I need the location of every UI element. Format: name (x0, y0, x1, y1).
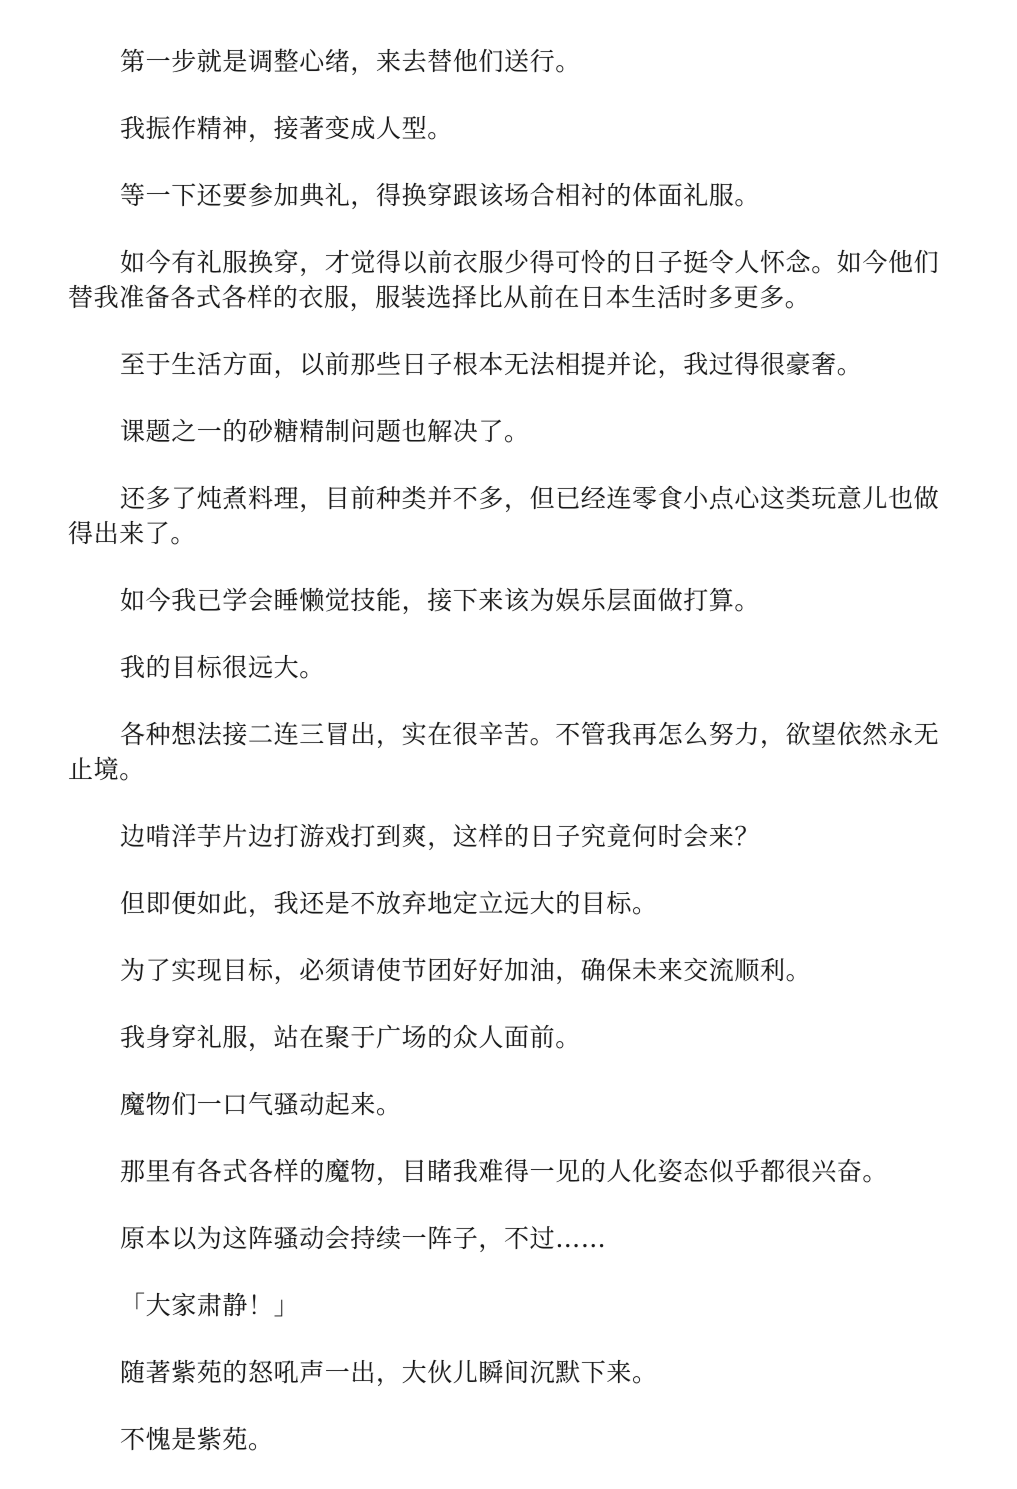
paragraph-16: 那里有各式各样的魔物，目睹我难得一见的人化姿态似乎都很兴奋。 (120, 1157, 889, 1186)
paragraph-9: 我的目标很远大。 (120, 653, 325, 682)
paragraph-6: 课题之一的砂糖精制问题也解决了。 (120, 417, 530, 446)
paragraph-10: 各种想法接二连三冒出，实在很辛苦。不管我再怎么努力，欲望依然永无止境。 (68, 720, 940, 784)
paragraph-5: 至于生活方面，以前那些日子根本无法相提并论，我过得很豪奢。 (120, 350, 863, 379)
paragraph-4: 如今有礼服换穿，才觉得以前衣服少得可怜的日子挺令人怀念。如今他们替我准备各式各样的衣服，服装选择比从前在日本生活时多更多。 (68, 248, 940, 312)
paragraph-8: 如今我已学会睡懒觉技能，接下来该为娱乐层面做打算。 (120, 586, 761, 615)
paragraph-2: 我振作精神，接著变成人型。 (120, 114, 453, 143)
paragraph-19: 随著紫苑的怒吼声一出，大伙儿瞬间沉默下来。 (120, 1358, 658, 1387)
paragraph-15: 魔物们一口气骚动起来。 (120, 1090, 402, 1119)
text-body (68, 44, 948, 1489)
paragraph-13: 为了实现目标，必须请使节团好好加油，确保未来交流顺利。 (120, 956, 812, 985)
paragraph-11: 边啃洋芋片边打游戏打到爽，这样的日子究竟何时会来？ (120, 822, 761, 851)
paragraph-1: 第一步就是调整心绪，来去替他们送行。 (120, 47, 581, 76)
paragraph-14: 我身穿礼服，站在聚于广场的众人面前。 (120, 1023, 581, 1052)
paragraph-12: 但即便如此，我还是不放弃地定立远大的目标。 (120, 889, 658, 918)
paragraph-3: 等一下还要参加典礼，得换穿跟该场合相衬的体面礼服。 (120, 181, 761, 210)
paragraph-20: 不愧是紫苑。 (120, 1425, 274, 1454)
paragraph-17: 原本以为这阵骚动会持续一阵子，不过…… (120, 1224, 607, 1253)
paragraph-7: 还多了炖煮料理，目前种类并不多，但已经连零食小点心这类玩意儿也做得出来了。 (68, 484, 940, 548)
paragraph-18: 「大家肃静！」 (120, 1291, 300, 1320)
